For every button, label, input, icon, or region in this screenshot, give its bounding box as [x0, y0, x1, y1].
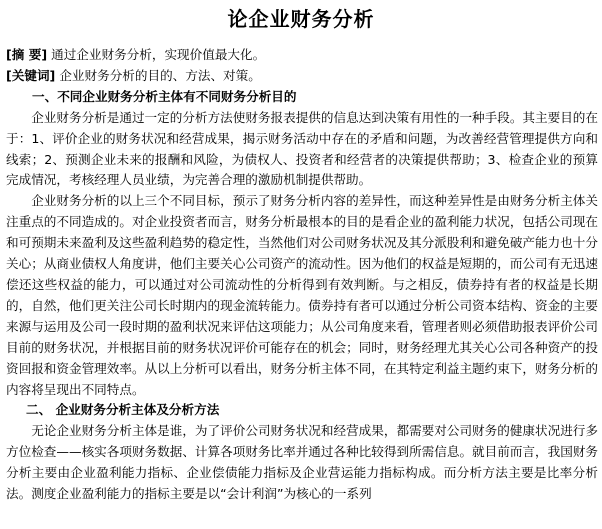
paragraph-3: 无论企业财务分析主体是谁，为了评价公司财务状况和经营成果，都需要对公司财务的健康状况进行多方位检查——核实各项财务数据、计算各项财务比率并通过各种比较得到所需信息。就目前而言，我国财务分析主要由企业盈利能力指标、企业偿债能力指标及企业营运能力指标构成。而分析方法主要是比率分析法。测度企业盈利能力的指标主要是以“会计利润”为核心的一系列 [6, 423, 598, 502]
paragraph-2: 企业财务分析的以上三个不同目标，预示了财务分析内容的差异性，而这种差异性是由财务分析主体关注重点的不同造成的。对企业投资者而言，财务分析最根本的目的是看企业的盈利能力状况，包括公司现在和可预期未来盈利及这些盈利趋势的稳定性，当然他们对公司财务状况及其分派股利和避免破产能力也十分关心；从商业债权人角度讲，他们主要关心公司资产的流动性。因为他们的权益是短期的，而公司有无迅速偿还这些权益的能力，可以通过对公司流动性的分析得到有效判断。与之相反，债券持有者的权益是长期的，自然，他们更关注公司长时期内的现金流转能力。债券持有者可以通过分析公司资本结构、资金的主要来源与运用及公司一段时期的盈利状况来评估这项能力；从公司角度来看，管理者则必须借助报表评价公司目前的财务状况，并根据目前的财务状况评价可能存在的机会；同时，财务经理尤其关心公司各种资产的投资回报和资金管理效率。从以上分析可以看出，财务分析主体不同，在其特定利益主题约束下，财务分析的内容将呈现出不同特点。 [6, 193, 598, 397]
keywords-label: [关键词] [6, 67, 56, 83]
abstract-line [6, 45, 598, 66]
keywords-text: 企业财务分析的目的、方法、对策。 [59, 67, 261, 83]
keywords-line [6, 66, 598, 87]
document-body [6, 45, 598, 505]
section-1-heading: 一、不同企业财务分析主体有不同财务分析目的 [32, 88, 297, 104]
abstract-text: 通过企业财务分析，实现价值最大化。 [51, 47, 266, 62]
section-2-heading: 二、 企业财务分析主体及分析方法 [26, 402, 220, 418]
document-title: 论企业财务分析 [227, 7, 375, 31]
abstract-label: [摘 要] [6, 47, 48, 62]
paragraph-1: 企业财务分析是通过一定的分析方法使财务报表提供的信息达到决策有用性的一种手段。其主要目的在于：1、评价企业的财务状况和经营成果，揭示财务活动中存在的矛盾和问题，为改善经营管理提供方向和线索；2、预测企业未来的报酬和风险，为债权人、投资者和经营者的决策提供帮助；3、检查企业的预算完成情况，考核经理人员业绩，为完善合理的激励机制提供帮助。 [6, 109, 598, 188]
